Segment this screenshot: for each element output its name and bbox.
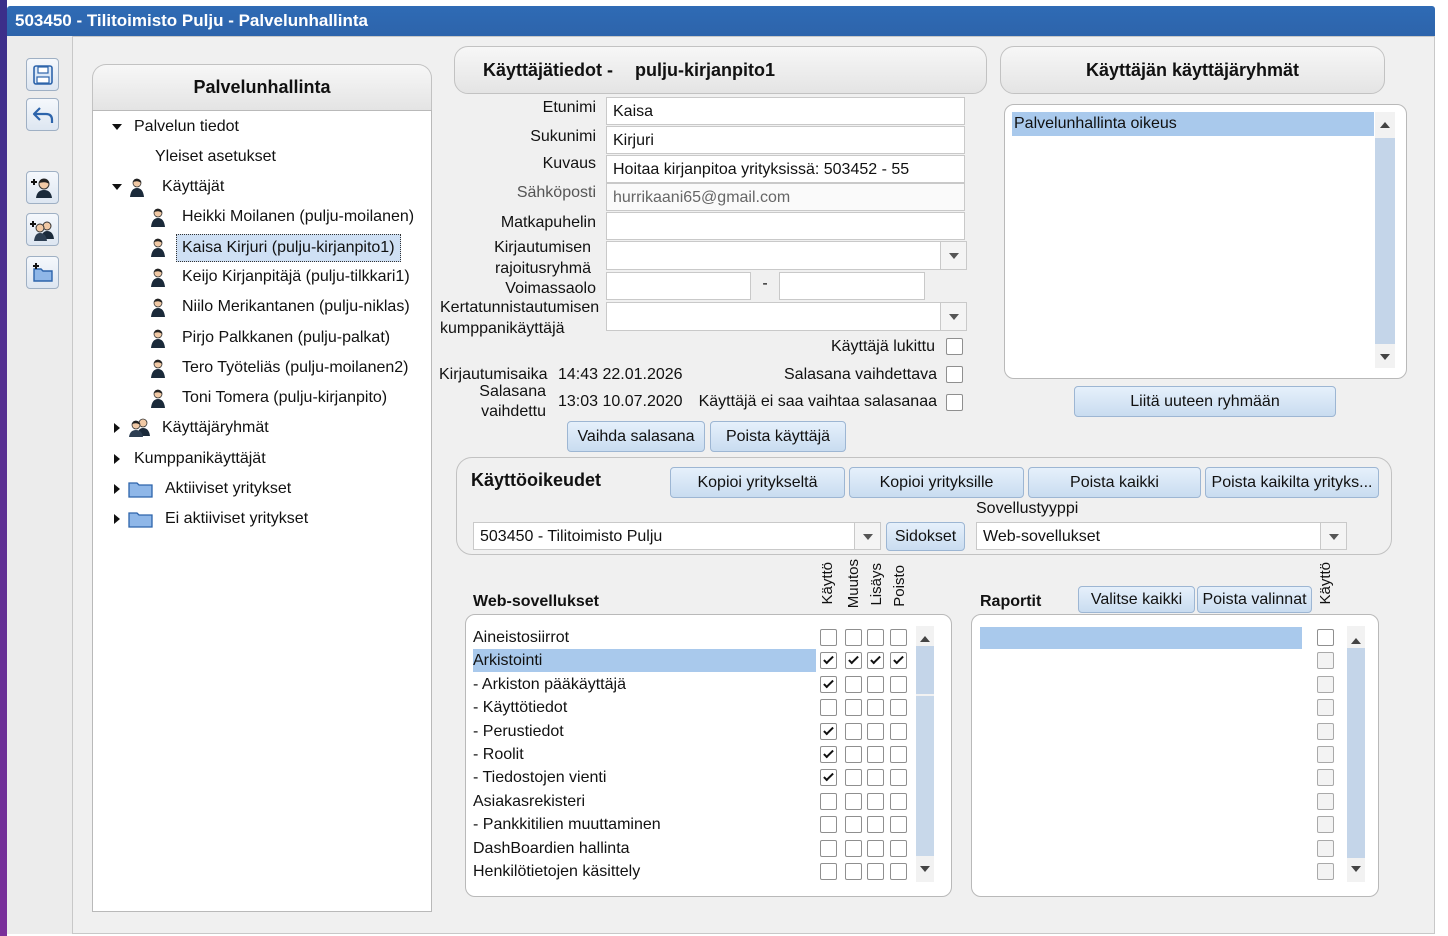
web-app-row-label-selected[interactable]: Arkistointi (473, 649, 816, 672)
add-user-button[interactable] (26, 171, 59, 204)
floppy-disk-icon (32, 64, 54, 86)
validity-from-field[interactable] (606, 272, 751, 300)
user-groups-scrollbar[interactable] (1375, 112, 1395, 368)
report-use-checkbox[interactable] (1317, 652, 1334, 669)
login-time-value: 14:43 22.01.2026 (558, 366, 683, 383)
permission-checkbox[interactable] (890, 863, 907, 880)
scroll-up-icon[interactable] (1380, 122, 1390, 128)
folder-icon (128, 480, 154, 498)
expand-toggle-closed-icon[interactable] (114, 423, 120, 433)
cannot-change-password-checkbox[interactable] (946, 394, 963, 411)
permission-checkbox[interactable] (820, 723, 837, 740)
web-app-row-label[interactable]: - Pankkitilien muuttaminen (473, 816, 661, 834)
permission-checkbox[interactable] (845, 676, 862, 693)
report-use-checkbox[interactable] (1317, 699, 1334, 716)
checkmark-icon (823, 771, 834, 782)
web-app-row-label[interactable]: - Tiedostojen vienti (473, 769, 607, 787)
web-apps-title: Web-sovellukset (473, 593, 599, 610)
change-password-button[interactable]: Vaihda salasana (567, 421, 705, 452)
user-groups-title: Käyttäjän käyttäjäryhmät (1085, 59, 1300, 80)
users-group-icon (127, 417, 153, 437)
permission-checkbox[interactable] (845, 746, 862, 763)
tree-item-user-selected[interactable]: Kaisa Kirjuri (pulju-kirjanpito1) (176, 234, 401, 262)
web-app-row-label[interactable]: Asiakasrekisteri (473, 792, 586, 810)
remove-all-button[interactable]: Poista kaikki (1028, 467, 1201, 498)
login-restriction-select[interactable] (606, 241, 967, 270)
report-use-checkbox[interactable] (1317, 723, 1334, 740)
user-plus-icon (31, 176, 55, 200)
permission-checkbox[interactable] (845, 723, 862, 740)
permission-checkbox[interactable] (867, 840, 884, 857)
first-name-field[interactable]: Kaisa (606, 97, 965, 125)
report-item-selected[interactable] (980, 627, 1302, 649)
expand-toggle-closed-icon[interactable] (114, 514, 120, 524)
user-icon (149, 388, 167, 408)
add-group-button[interactable] (26, 213, 59, 246)
column-header-add: Lisäys (868, 563, 885, 606)
scroll-up-icon[interactable] (920, 636, 930, 642)
permission-checkbox[interactable] (845, 652, 862, 669)
tree-item-user-groups[interactable]: Käyttäjäryhmät (162, 419, 269, 436)
email-field[interactable]: hurrikaani65@gmail.com (606, 183, 965, 211)
desktop-edge (0, 0, 7, 936)
permission-checkbox[interactable] (867, 793, 884, 810)
chevron-down-icon[interactable] (940, 242, 966, 269)
description-label: Kuvaus (542, 155, 596, 172)
permission-checkbox[interactable] (820, 652, 837, 669)
undo-button[interactable] (26, 98, 59, 131)
user-icon (149, 297, 167, 317)
scroll-down-icon[interactable] (1380, 354, 1390, 360)
checkmark-icon (870, 654, 881, 665)
scrollbar-track[interactable] (916, 696, 934, 856)
login-time-label: Kirjautumisaika (439, 366, 548, 383)
company-select[interactable] (473, 522, 881, 550)
app-type-label: Sovellustyyppi (976, 500, 1079, 517)
permission-checkbox[interactable] (867, 723, 884, 740)
permission-checkbox[interactable] (845, 840, 862, 857)
reports-column-header-use: Käyttö (1317, 562, 1334, 605)
permission-checkbox[interactable] (820, 746, 837, 763)
chevron-down-icon[interactable] (854, 523, 880, 549)
scroll-down-icon[interactable] (920, 866, 930, 872)
add-folder-button[interactable] (26, 256, 59, 289)
save-button[interactable] (26, 58, 59, 91)
remove-all-companies-button[interactable]: Poista kaikilta yrityks... (1205, 467, 1379, 498)
email-label: Sähköposti (516, 184, 596, 201)
validity-label: Voimassaolo (505, 280, 596, 297)
column-header-modify: Muutos (845, 559, 862, 609)
links-button[interactable]: Sidokset (886, 522, 965, 551)
permission-checkbox[interactable] (890, 676, 907, 693)
permission-checkbox[interactable] (867, 629, 884, 646)
permission-checkbox[interactable] (820, 863, 837, 880)
expand-toggle-open-icon[interactable] (112, 184, 122, 190)
expand-toggle-open-icon[interactable] (112, 124, 122, 130)
folder-plus-icon (31, 262, 55, 284)
report-use-checkbox[interactable] (1317, 629, 1334, 646)
sso-partner-label-2: kumppanikäyttäjä (440, 320, 565, 337)
permission-checkbox[interactable] (845, 699, 862, 716)
web-app-row-label[interactable]: - Perustiedot (473, 722, 564, 740)
web-app-row-label[interactable]: - Roolit (473, 746, 524, 763)
description-field[interactable]: Hoitaa kirjanpitoa yrityksissä: 503452 - 55 (606, 155, 965, 183)
tree-item-user[interactable]: Niilo Merikantanen (pulju-niklas) (182, 298, 410, 315)
permission-checkbox[interactable] (845, 629, 862, 646)
tree-item-inactive-companies[interactable]: Ei aktiiviset yritykset (165, 510, 309, 527)
permission-checkbox[interactable] (890, 699, 907, 716)
scrollbar-thumb[interactable] (1375, 138, 1395, 344)
permission-checkbox[interactable] (820, 840, 837, 857)
report-use-checkbox[interactable] (1317, 676, 1334, 693)
web-app-row-label[interactable]: - Käyttötiedot (473, 699, 568, 717)
permission-checkbox[interactable] (890, 746, 907, 763)
password-changed-label-2: vaihdettu (481, 403, 546, 420)
report-use-checkbox[interactable] (1317, 840, 1334, 857)
user-icon (149, 207, 167, 227)
permission-checkbox[interactable] (867, 746, 884, 763)
reports-title: Raportit (980, 593, 1042, 610)
scrollbar-thumb[interactable] (916, 646, 934, 694)
copy-from-company-button[interactable]: Kopioi yritykseltä (670, 467, 845, 498)
mobile-label: Matkapuhelin (500, 214, 596, 231)
tree-item-user[interactable]: Toni Tomera (pulju-kirjanpito) (182, 389, 388, 406)
user-info-title: Käyttäjätiedot - (483, 59, 614, 80)
checkmark-icon (823, 677, 834, 688)
user-icon (149, 358, 167, 378)
user-groups-list (1004, 104, 1407, 379)
window-title: 503450 - Tilitoimisto Pulju - Palvelunhallinta (7, 6, 1435, 36)
attach-group-button[interactable]: Liitä uuteen ryhmään (1074, 386, 1336, 417)
permission-checkbox[interactable] (820, 816, 837, 833)
reports-scrollbar[interactable] (1347, 626, 1365, 882)
report-use-checkbox[interactable] (1317, 793, 1334, 810)
password-changed-label-1: Salasana (479, 383, 546, 400)
login-restriction-label-1: Kirjautumisen (494, 239, 591, 256)
tree-item-general-settings[interactable]: Yleiset asetukset (155, 148, 276, 165)
permission-checkbox[interactable] (820, 769, 837, 786)
permission-checkbox[interactable] (820, 793, 837, 810)
sso-partner-label-1: Kertatunnistautumisen (440, 299, 600, 316)
tree-item-users[interactable]: Käyttäjät (162, 178, 225, 195)
password-must-change-checkbox[interactable] (946, 366, 963, 383)
permission-checkbox[interactable] (890, 816, 907, 833)
user-group-item-selected[interactable]: Palvelunhallinta oikeus (1012, 112, 1374, 136)
delete-user-button[interactable]: Poista käyttäjä (710, 421, 846, 452)
web-app-row-label[interactable]: Aineistosiirrot (473, 629, 570, 646)
permission-checkbox[interactable] (867, 863, 884, 880)
app-type-value: Web-sovellukset (983, 528, 1101, 545)
user-icon (149, 237, 167, 257)
permission-checkbox[interactable] (845, 793, 862, 810)
web-app-row-label[interactable]: - Arkiston pääkäyttäjä (473, 675, 626, 693)
report-use-checkbox[interactable] (1317, 769, 1334, 786)
validity-to-field[interactable] (779, 272, 925, 300)
user-icon (128, 177, 146, 197)
tree-item-service-info[interactable]: Palvelun tiedot (134, 118, 239, 135)
tree-item-active-companies[interactable]: Aktiiviset yritykset (165, 480, 292, 497)
user-info-header (454, 46, 987, 94)
password-must-change-label: Salasana vaihdettava (784, 366, 937, 383)
select-all-button[interactable]: Valitse kaikki (1078, 586, 1195, 613)
permission-checkbox[interactable] (820, 676, 837, 693)
chevron-down-icon[interactable] (1320, 523, 1346, 549)
user-locked-label: Käyttäjä lukittu (830, 338, 935, 355)
permission-checkbox[interactable] (845, 863, 862, 880)
permission-checkbox[interactable] (867, 769, 884, 786)
copy-to-companies-button[interactable]: Kopioi yrityksille (849, 467, 1024, 498)
clear-selection-button[interactable]: Poista valinnat (1197, 586, 1312, 613)
permission-checkbox[interactable] (890, 723, 907, 740)
password-changed-value: 13:03 10.07.2020 (558, 393, 683, 410)
tree-item-partner-users[interactable]: Kumppanikäyttäjät (134, 450, 266, 467)
users-plus-icon (30, 218, 56, 242)
column-header-use: Käyttö (819, 562, 836, 605)
permission-checkbox[interactable] (890, 769, 907, 786)
permission-checkbox[interactable] (820, 699, 837, 716)
checkmark-icon (823, 748, 834, 759)
checkmark-icon (823, 654, 834, 665)
permission-checkbox[interactable] (867, 652, 884, 669)
web-app-row-label[interactable]: DashBoardien hallinta (473, 839, 630, 857)
permission-checkbox[interactable] (845, 769, 862, 786)
sso-partner-select[interactable] (606, 302, 967, 331)
scrollbar-thumb[interactable] (1347, 648, 1365, 858)
web-app-row-label[interactable]: Henkilötietojen käsittely (473, 863, 641, 880)
tree-item-user[interactable]: Pirjo Palkkanen (pulju-palkat) (182, 329, 391, 346)
permission-checkbox[interactable] (890, 840, 907, 857)
validity-separator: - (762, 275, 768, 292)
permission-checkbox[interactable] (867, 699, 884, 716)
column-header-delete: Poisto (891, 565, 908, 607)
scroll-up-icon[interactable] (1351, 638, 1361, 644)
user-info-username: pulju-kirjanpito1 (635, 59, 776, 80)
mobile-field[interactable] (606, 212, 965, 240)
permission-checkbox[interactable] (845, 816, 862, 833)
permission-checkbox[interactable] (890, 793, 907, 810)
user-locked-checkbox[interactable] (946, 338, 963, 355)
scroll-down-icon[interactable] (1351, 866, 1361, 872)
permission-checkbox[interactable] (867, 816, 884, 833)
tree-panel-header (92, 64, 432, 110)
web-apps-scrollbar[interactable] (916, 626, 934, 882)
user-icon (149, 328, 167, 348)
tree-item-user[interactable]: Keijo Kirjanpitäjä (pulju-tilkkari1) (182, 268, 410, 285)
last-name-label: Sukunimi (530, 128, 596, 145)
report-use-checkbox[interactable] (1317, 746, 1334, 763)
last-name-field[interactable]: Kirjuri (606, 126, 965, 154)
folder-icon (128, 510, 154, 528)
expand-toggle-closed-icon[interactable] (114, 484, 120, 494)
checkmark-icon (893, 654, 904, 665)
company-select-value: 503450 - Tilitoimisto Pulju (480, 528, 663, 545)
checkmark-icon (848, 654, 859, 665)
tree-title: Palvelunhallinta (193, 77, 331, 97)
permission-checkbox[interactable] (820, 629, 837, 646)
expand-toggle-closed-icon[interactable] (114, 454, 120, 464)
cannot-change-password-label: Käyttäjä ei saa vaihtaa salasanaa (698, 393, 937, 410)
user-icon (149, 267, 167, 287)
permission-checkbox[interactable] (890, 652, 907, 669)
undo-arrow-icon (31, 104, 55, 126)
app-type-select[interactable] (976, 522, 1347, 550)
permission-checkbox[interactable] (867, 676, 884, 693)
login-restriction-label-2: rajoitusryhmä (494, 260, 591, 277)
report-use-checkbox[interactable] (1317, 863, 1334, 880)
rights-title: Käyttöoikeudet (471, 470, 602, 490)
user-groups-header (1000, 46, 1385, 94)
permission-checkbox[interactable] (890, 629, 907, 646)
chevron-down-icon[interactable] (940, 303, 966, 330)
tree-item-user[interactable]: Tero Työteliäs (pulju-moilanen2) (182, 359, 409, 376)
checkmark-icon (823, 724, 834, 735)
first-name-label: Etunimi (542, 99, 596, 116)
tree-item-user[interactable]: Heikki Moilanen (pulju-moilanen) (182, 208, 415, 225)
report-use-checkbox[interactable] (1317, 816, 1334, 833)
